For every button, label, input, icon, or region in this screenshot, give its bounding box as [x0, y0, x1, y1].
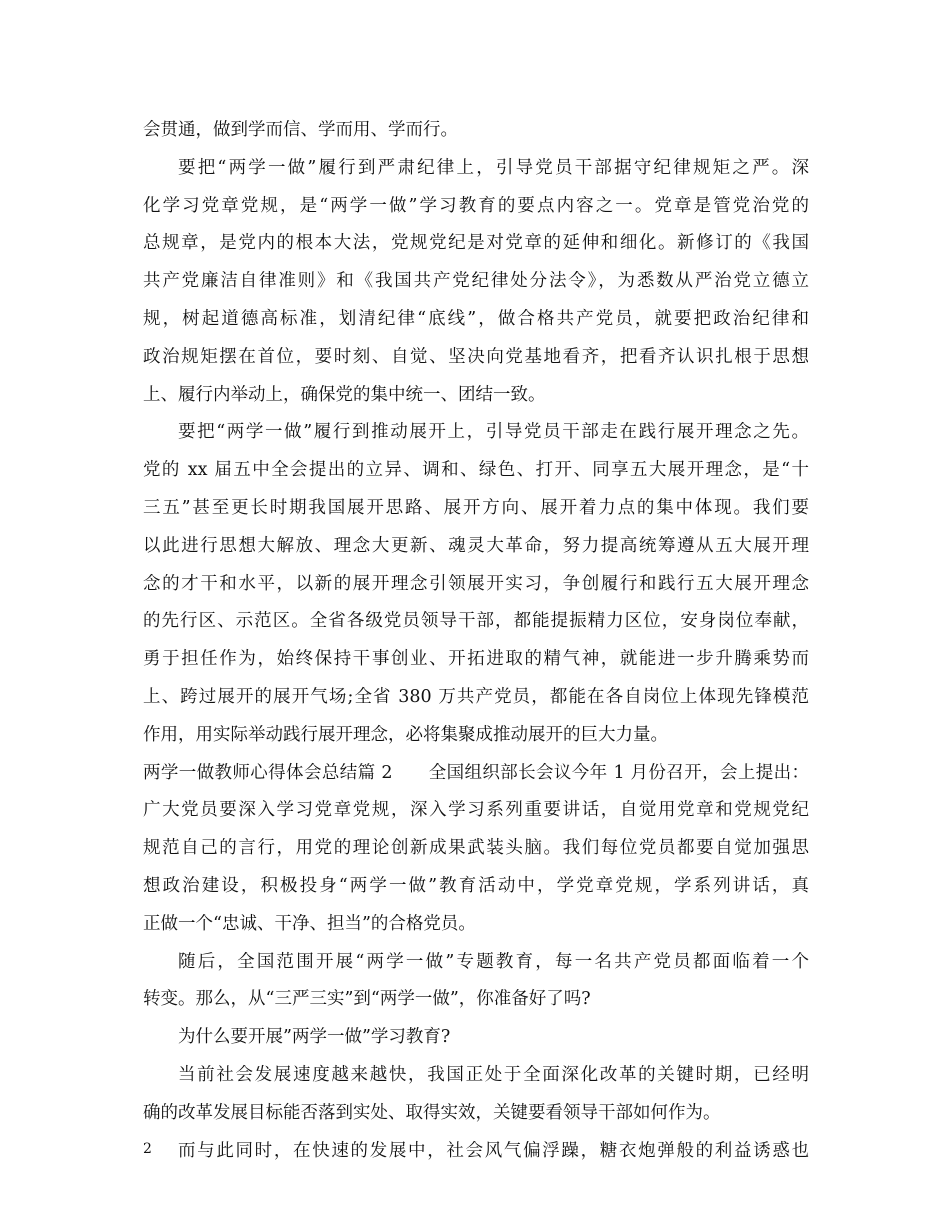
text-line: 化学习党章党规，是“两学一做”学习教育的要点内容之一。党章是管党治党的 — [143, 195, 809, 216]
text-line: 的先行区、示范区。全省各级党员领导干部，都能提振精力区位，安身岗位奉献， — [143, 611, 809, 632]
text-line: 而与此同时，在快速的发展中，社会风气偏浮躁，糖衣炮弹般的利益诱惑也 — [178, 1140, 809, 1161]
text-line: 上、跨过展开的展开气场;全省 380 万共产党员，都能在各自岗位上体现先锋模范 — [143, 686, 809, 707]
text-line: 为什么要开展”两学一做”学习教育? — [178, 1027, 451, 1048]
text-line: 党的 xx 届五中全会提出的立异、调和、绿色、打开、同享五大展开理念，是“十 — [143, 460, 809, 481]
text-line: 转变。那么，从“三严三实”到“两学一做”，你准备好了吗? — [143, 989, 591, 1010]
text-line: 以此进行思想大解放、理念大更新、魂灵大革命，努力提高统筹遵从五大展开理 — [143, 535, 809, 556]
page-number: 2 — [143, 1141, 152, 1157]
text-line: 作用，用实际举动践行展开理念，必将集聚成推动展开的巨大力量。 — [143, 724, 668, 745]
text-line: 会贯通，做到学而信、学而用、学而行。 — [143, 120, 458, 140]
text-line: 规范自己的言行，用党的理论创新成果武装头脑。我们每位党员都要自觉加强思 — [143, 838, 809, 859]
text-line: 两学一做教师心得体会总结篇 2 全国组织部长会议今年 1 月份召开，会上提出： — [143, 762, 809, 783]
text-line: 正做一个“忠诚、干净、担当”的合格党员。 — [143, 913, 476, 934]
text-line: 随后，全国范围开展“两学一做”专题教育，每一名共产党员都面临着一个 — [178, 951, 809, 972]
text-line: 念的才干和水平，以新的展开理念引领展开实习，争创履行和践行五大展开理念 — [143, 573, 809, 594]
text-line: 上、履行内举动上，确保党的集中统一、团结一致。 — [143, 384, 546, 405]
text-line: 政治规矩摆在首位，要时刻、自觉、坚决向党基地看齐，把看齐认识扎根于思想 — [143, 346, 809, 367]
text-line: 勇于担任作为，始终保持干事创业、开拓进取的精气神，就能进一步升腾乘势而 — [143, 649, 809, 670]
text-line: 总规章，是党内的根本大法，党规党纪是对党章的延伸和细化。新修订的《我国 — [143, 233, 809, 254]
text-line: 规，树起道德高标准，划清纪律“底线”，做合格共产党员，就要把政治纪律和 — [143, 308, 809, 329]
text-line: 要把“两学一做”履行到严肃纪律上，引导党员干部据守纪律规矩之严。深 — [178, 157, 809, 178]
text-line: 广大党员要深入学习党章党规，深入学习系列重要讲话，自觉用党章和党规党纪 — [143, 800, 809, 821]
text-line: 想政治建设，积极投身“两学一做”教育活动中，学党章党规，学系列讲话，真 — [143, 875, 809, 896]
document-body — [143, 112, 809, 1170]
text-line: 确的改革发展目标能否落到实处、取得实效，关键要看领导干部如何作为。 — [143, 1102, 721, 1123]
text-line: 要把“两学一做”履行到推动展开上，引导党员干部走在践行展开理念之先。 — [178, 422, 809, 443]
text-line: 共产党廉洁自律准则》和《我国共产党纪律处分法令》，为悉数从严治党立德立 — [143, 271, 809, 292]
text-line: 三五”甚至更长时期我国展开思路、展开方向、展开着力点的集中体现。我们要 — [143, 497, 809, 518]
text-line: 当前社会发展速度越来越快，我国正处于全面深化改革的关键时期，已经明 — [178, 1064, 809, 1085]
